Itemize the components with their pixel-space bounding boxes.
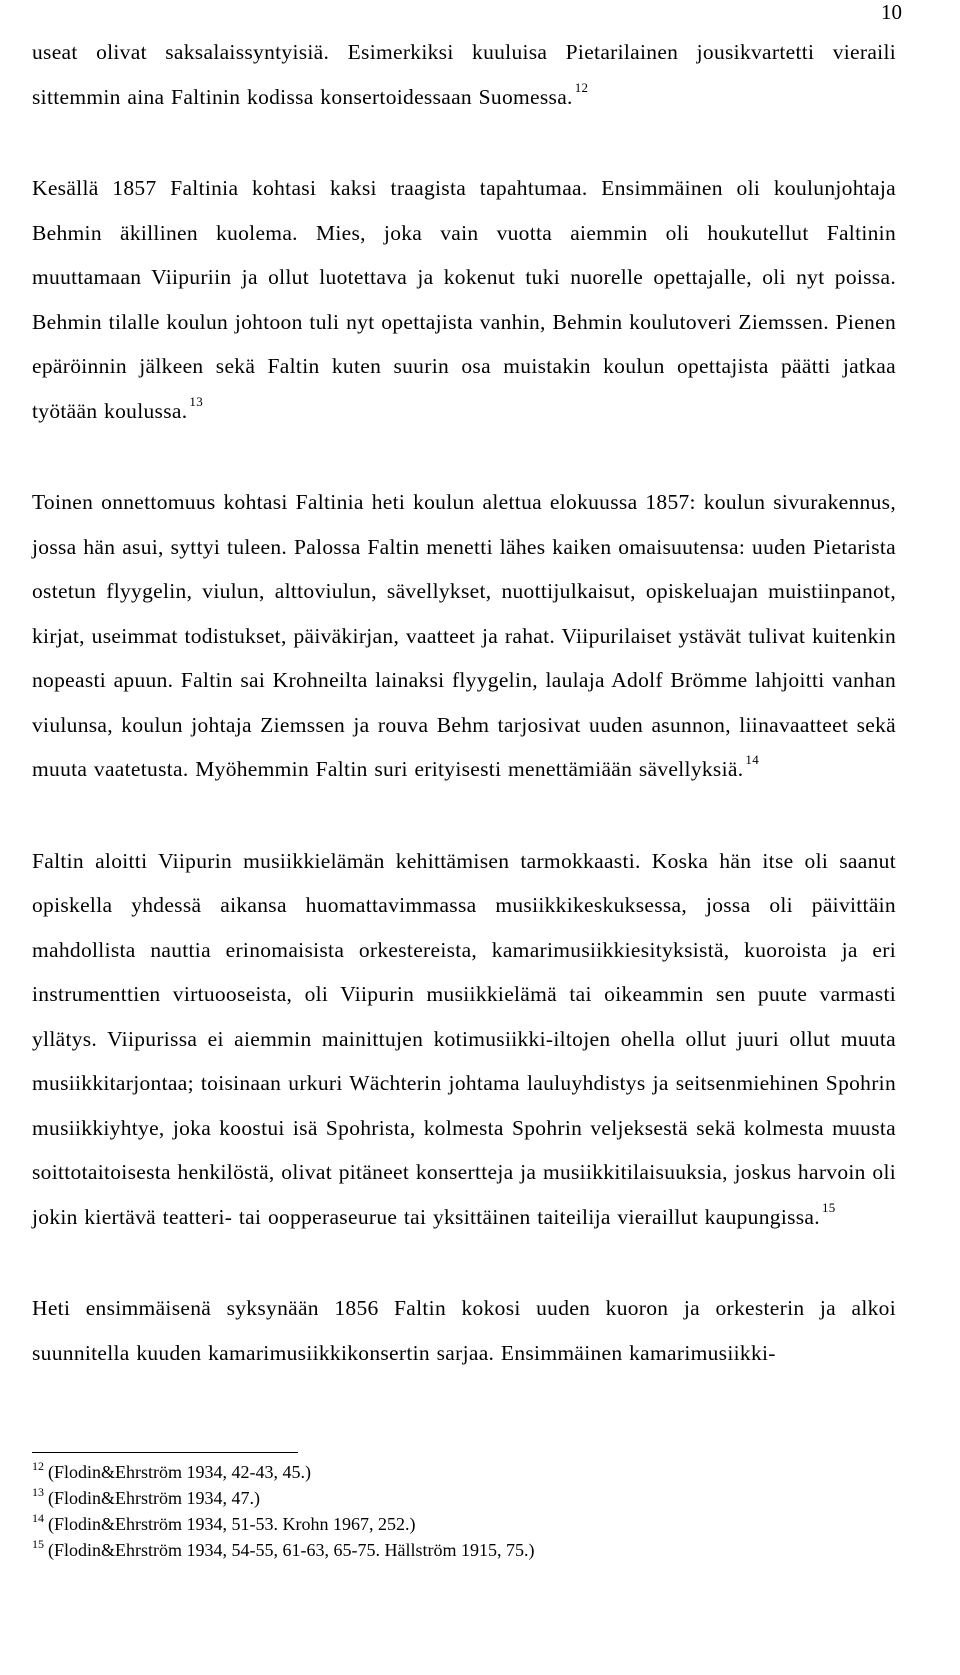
body-text (32, 30, 896, 1375)
paragraph (32, 1286, 896, 1375)
footnote-text: (Flodin&Ehrström 1934, 51-53. Krohn 1967, 252.) (48, 1514, 416, 1534)
paragraph (32, 30, 896, 119)
paragraph-text: useat olivat saksalaissyntyisiä. Esimerkiksi kuuluisa Pietarilainen jousikvartetti vieraili sittemmin aina Faltinin kodissa konsertoidessaan Suomessa. (32, 40, 896, 109)
footnote (32, 1537, 896, 1563)
footnotes (32, 1452, 896, 1563)
paragraph-text: Kesällä 1857 Faltinia kohtasi kaksi traagista tapahtumaa. Ensimmäinen oli koulunjohtaja Behmin äkillinen kuolema. Mies, joka vain vuotta aiemmin oli houkutellut Faltinin muuttamaan Viipuriin ja ollut luotettava ja kokenut tuki nuorelle opettajalle, oli nyt poissa. Behmin tilalle koulun johtoon tuli nyt opettajista vanhin, Behmin koulutoveri Ziemssen. Pienen epäröinnin jälkeen sekä Faltin kuten suurin osa muistakin koulun opettajista päätti jatkaa työtään koulussa. (32, 176, 896, 423)
footnote-text: (Flodin&Ehrström 1934, 47.) (48, 1488, 260, 1508)
paragraph (32, 166, 896, 433)
footnote-reference: 14 (745, 752, 759, 767)
paragraph-text: Heti ensimmäisenä syksynään 1856 Faltin kokosi uuden kuoron ja orkesterin ja alkoi suunnitella kuuden kamarimusiikkikonsertin sarjaa. Ensimmäinen kamarimusiikki- (32, 1296, 896, 1365)
footnote-reference: 15 (821, 1199, 836, 1215)
footnote (32, 1511, 896, 1537)
footnote-divider (32, 1452, 298, 1453)
footnote-reference: 12 (574, 79, 589, 95)
footnote-text: (Flodin&Ehrström 1934, 54-55, 61-63, 65-75. Hällström 1915, 75.) (48, 1540, 535, 1560)
page-number: 10 (881, 0, 902, 24)
footnote-text: (Flodin&Ehrström 1934, 42-43, 45.) (48, 1462, 311, 1482)
footnote (32, 1459, 896, 1485)
footnote-number: 15 (32, 1537, 44, 1551)
footnote-number: 13 (32, 1485, 44, 1499)
paragraph (32, 839, 896, 1240)
paragraph (32, 480, 896, 792)
footnote-number: 14 (32, 1511, 44, 1525)
paragraph-text: Toinen onnettomuus kohtasi Faltinia heti koulun alettua elokuussa 1857: koulun sivurakennus, jossa hän asui, syttyi tuleen. Palossa Faltin menetti lähes kaiken omaisuutensa: uuden Pietarista ostetun flyygelin, viulun, alttoviulun, sävellykset, nuottijulkaisut, opiskeluajan muistiinpanot, kirjat, useimmat todistukset, päiväkirjan, vaatteet ja rahat. Viipurilaiset ystävät tulivat kuitenkin nopeasti apuun. Faltin sai Krohneilta lainaksi flyygelin, laulaja Adolf Brömme lahjoitti vanhan viulunsa, koulun johtaja Ziemssen ja rouva Behm tarjosivat uuden asunnon, liinavaatteet sekä muuta vaatetusta. Myöhemmin Faltin suri erityisesti menettämiään sävellyksiä. (32, 490, 896, 781)
footnote-reference: 13 (189, 393, 203, 409)
footnote (32, 1485, 896, 1511)
paragraph-text: Faltin aloitti Viipurin musiikkielämän kehittämisen tarmokkaasti. Koska hän itse oli saanut opiskella yhdessä aikansa huomattavimmassa musiikkikeskuksessa, jossa oli päivittäin mahdollista nauttia erinomaisista orkestereista, kamarimusiikkiesityksistä, kuoroista ja eri instrumenttien virtuooseista, oli Viipurin musiikkielämä tai oikeammin sen puute varmasti yllätys. Viipurissa ei aiemmin mainittujen kotimusiikki-iltojen ohella ollut juuri ollut muuta musiikkitarjontaa; toisinaan urkuri Wächterin johtama lauluyhdistys ja seitsenmiehinen Spohrin musiikkiyhtye, joka koostui isä Spohrista, kolmesta Spohrin veljeksestä sekä kolmesta muusta soittotaitoisesta henkilöstä, olivat pitäneet konsertteja ja musiikkitilaisuuksia, joskus harvoin oli jokin kiertävä teatteri- tai oopperaseurue tai yksittäinen taiteilija vieraillut kaupungissa. (32, 848, 896, 1229)
footnote-number: 12 (32, 1459, 44, 1473)
